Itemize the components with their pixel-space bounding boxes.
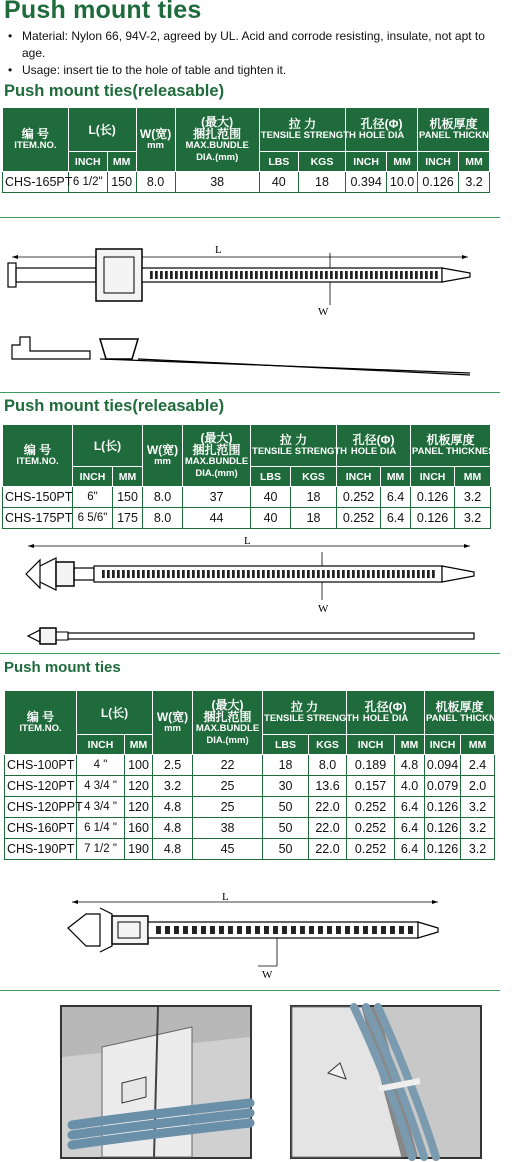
ratchet-tooth [172,570,175,578]
ratchet-tooth [300,271,303,279]
ratchet-tooth [174,926,179,934]
ratchet-tooth [183,926,188,934]
ratchet-tooth [142,570,145,578]
col-hole: 孔径(Φ) HOLE DIA [346,108,418,152]
table-cell: 4.0 [395,776,425,797]
table-cell: 100 [125,755,153,776]
table-cell: 6 5/6" [73,508,113,529]
table-cell: 0.126 [411,487,455,508]
ratchet-tooth [297,570,300,578]
table-row [3,487,491,508]
section-divider [0,653,500,654]
ratchet-tooth [363,926,368,934]
ratchet-tooth [102,570,105,578]
table-cell: 4 3/4 " [77,776,125,797]
ratchet-tooth [252,570,255,578]
section-divider [0,392,500,393]
material-bullet: • Material: Nylon 66, 94V-2, agreed by UL. Acid and corrode resisting, insulate, not apt to age. [4,28,496,62]
table-cell: 0.252 [337,508,381,529]
table-cell: 38 [175,172,259,193]
table-cell: 0.094 [425,755,461,776]
col-item: 编 号 ITEM.NO. [3,108,69,172]
ratchet-tooth [357,570,360,578]
table-cell: CHS-120PT [5,776,77,797]
ratchet-tooth [242,570,245,578]
ratchet-tooth [152,570,155,578]
table-cell: 0.252 [337,487,381,508]
table-cell: 30 [263,776,309,797]
section2-w-label: W [318,603,329,615]
ratchet-tooth [272,570,275,578]
ratchet-tooth [317,570,320,578]
ratchet-tooth [287,570,290,578]
ratchet-tooth [340,271,343,279]
table-row [5,755,495,776]
table-row [3,508,491,529]
ratchet-tooth [280,271,283,279]
table-cell: 6.4 [381,508,411,529]
ratchet-tooth [425,271,428,279]
section1-spec-table: 编 号 ITEM.NO. L(长) W(宽) mm (最大) 捆扎范围 MAX.BUNDLE DIA.(mm) 拉 力 TENSILE STRENGTH 孔径(Φ) HOLE DIA 机板厚度 PANEL THICKNESS INCH MM LBS KGS INCH MM INCH MM CHS-165PT 6 1/2" 150 8.0 38 40 18 0.394 10.0 0.126 3.2 [2,107,490,193]
table-cell: CHS-100PT [5,755,77,776]
ratchet-tooth [375,271,378,279]
table-cell: 3.2 [455,487,491,508]
ratchet-tooth [245,271,248,279]
ratchet-tooth [262,570,265,578]
section1-heading: Push mount ties(releasable) [4,82,225,100]
ratchet-tooth [212,570,215,578]
ratchet-tooth [257,570,260,578]
ratchet-tooth [310,271,313,279]
spec-bullets [4,28,496,79]
ratchet-tooth [309,926,314,934]
table-cell: 8.0 [136,172,175,193]
ratchet-tooth [372,926,377,934]
table-cell: 18 [263,755,309,776]
table-cell: 0.126 [425,818,461,839]
ratchet-tooth [270,271,273,279]
ratchet-tooth [230,271,233,279]
ratchet-tooth [354,926,359,934]
table-cell: 175 [113,508,143,529]
table-row [5,839,495,860]
section3-heading: Push mount ties [4,659,121,676]
table-cell: 0.252 [347,839,395,860]
ratchet-tooth [255,271,258,279]
section-divider [0,990,500,991]
ratchet-tooth [332,570,335,578]
ratchet-tooth [192,570,195,578]
ratchet-tooth [295,271,298,279]
page-title: Push mount ties [4,0,202,24]
ratchet-tooth [291,926,296,934]
ratchet-tooth [205,271,208,279]
section1-w-label: W [318,306,329,318]
ratchet-tooth [170,271,173,279]
table-cell: 4.8 [153,839,193,860]
ratchet-tooth [200,271,203,279]
table-cell: 2.4 [461,755,495,776]
ratchet-tooth [165,271,168,279]
ratchet-tooth [165,926,170,934]
ratchet-tooth [201,926,206,934]
table-cell: 38 [193,818,263,839]
ratchet-tooth [250,271,253,279]
ratchet-tooth [185,271,188,279]
ratchet-tooth [187,570,190,578]
table-cell: 2.5 [153,755,193,776]
ratchet-tooth [282,926,287,934]
ratchet-tooth [228,926,233,934]
ratchet-tooth [345,271,348,279]
ratchet-tooth [264,926,269,934]
section1-l-label: L [215,244,222,256]
table-cell: 6.4 [395,839,425,860]
ratchet-tooth [117,570,120,578]
table-cell: 0.252 [347,818,395,839]
ratchet-tooth [232,570,235,578]
table-cell: 25 [193,776,263,797]
table-cell: 45 [193,839,263,860]
table-cell: 4.8 [153,797,193,818]
col-width: W(宽) mm [136,108,175,172]
ratchet-tooth [150,271,153,279]
table-cell: 0.394 [346,172,387,193]
table-cell: 44 [183,508,251,529]
table-cell: 40 [251,487,291,508]
table-cell: 3.2 [459,172,490,193]
col-panel: 机板厚度 PANEL THICKNESS [418,108,490,152]
ratchet-tooth [395,271,398,279]
ratchet-tooth [227,570,230,578]
ratchet-tooth [330,271,333,279]
ratchet-tooth [180,271,183,279]
ratchet-tooth [360,271,363,279]
ratchet-tooth [400,271,403,279]
ratchet-tooth [195,271,198,279]
ratchet-tooth [307,570,310,578]
table-row [5,776,495,797]
table-cell: 10.0 [387,172,418,193]
ratchet-tooth [156,926,161,934]
ratchet-tooth [327,926,332,934]
table-cell: 120 [125,776,153,797]
table-cell: 0.126 [425,797,461,818]
usage-photo-right [290,1005,482,1159]
table-row [5,818,495,839]
table-cell: 120 [125,797,153,818]
ratchet-tooth [202,570,205,578]
ratchet-tooth [385,271,388,279]
table-cell: 0.126 [425,839,461,860]
ratchet-tooth [325,271,328,279]
ratchet-tooth [157,570,160,578]
section3-w-label: W [262,969,273,981]
ratchet-tooth [390,926,395,934]
ratchet-tooth [315,271,318,279]
ratchet-tooth [372,570,375,578]
ratchet-tooth [399,926,404,934]
ratchet-tooth [215,271,218,279]
section3-spec-table: 编 号 ITEM.NO. L(长) W(宽) mm (最大) 捆扎范围 MAX.BUNDLE DIA.(mm) 拉 力 TENSILE STRENGTH 孔径(Φ) HOLE DIA 机板厚度 PANEL THICKNESS INCH MM LBS KGS INCH MM INCH MM CHS-100PT 4 " 100 2.5 22 18 8.0 0.189 4.8 0.094 2.4 CHS-120PT 4 3/4 " 120 3.2 25 30 13.6 0.157 4.0 0.079 2.0 CHS-120PPT 4 3/4 " 120 4.8 25 50 22.0 0.252 6.4 0.126 3.2 CHS-160PT 6 1/4 " 160 4.8 38 50 22.0 0.252 6.4 0.126 3.2 CHS-190PT 7 1/2 " 190 4.8 45 50 22.0 0.252 6.4 0.126 3.2 [4,690,495,860]
table-cell: 3.2 [455,508,491,529]
table-cell: 4.8 [153,818,193,839]
ratchet-tooth [417,570,420,578]
ratchet-tooth [405,271,408,279]
col-tensile: 拉 力 TENSILE STRENGTH [259,108,345,152]
ratchet-tooth [432,570,435,578]
ratchet-tooth [335,271,338,279]
table-cell: CHS-150PT [3,487,73,508]
ratchet-tooth [107,570,110,578]
table-cell: 22.0 [309,839,347,860]
table-cell: 0.126 [411,508,455,529]
col-bundle: (最大) 捆扎范围 MAX.BUNDLE DIA.(mm) [175,108,259,172]
ratchet-tooth [225,271,228,279]
usage-bullet: • Usage: insert tie to the hole of table and tighten it. [4,62,496,79]
ratchet-tooth [162,570,165,578]
ratchet-tooth [397,570,400,578]
ratchet-tooth [337,570,340,578]
ratchet-tooth [197,570,200,578]
ratchet-tooth [247,570,250,578]
table-cell: 4 " [77,755,125,776]
ratchet-tooth [282,570,285,578]
table-cell: 22 [193,755,263,776]
section3-l-label: L [222,891,229,903]
ratchet-tooth [392,570,395,578]
ratchet-tooth [122,570,125,578]
ratchet-tooth [380,271,383,279]
ratchet-tooth [420,271,423,279]
ratchet-tooth [320,271,323,279]
ratchet-tooth [220,271,223,279]
table-cell: 50 [263,839,309,860]
ratchet-tooth [275,271,278,279]
ratchet-tooth [382,570,385,578]
usage-photo-left [60,1005,252,1159]
table-cell: 50 [263,818,309,839]
table-cell: CHS-175PT [3,508,73,529]
table-cell: CHS-120PPT [5,797,77,818]
ratchet-tooth [435,271,438,279]
ratchet-tooth [219,926,224,934]
table-cell: 6.4 [381,487,411,508]
ratchet-tooth [430,271,433,279]
table-cell: 40 [259,172,298,193]
ratchet-tooth [387,570,390,578]
ratchet-tooth [318,926,323,934]
ratchet-tooth [285,271,288,279]
table-cell: 6 1/2" [68,172,107,193]
ratchet-tooth [237,570,240,578]
ratchet-tooth [132,570,135,578]
table-cell: 6" [73,487,113,508]
ratchet-tooth [127,570,130,578]
ratchet-tooth [302,570,305,578]
ratchet-tooth [175,271,178,279]
table-cell: 0.126 [418,172,459,193]
ratchet-tooth [222,570,225,578]
ratchet-tooth [155,271,158,279]
ratchet-tooth [407,570,410,578]
ratchet-tooth [217,570,220,578]
ratchet-tooth [342,570,345,578]
ratchet-tooth [246,926,251,934]
ratchet-tooth [352,570,355,578]
ratchet-tooth [160,271,163,279]
ratchet-tooth [345,926,350,934]
ratchet-tooth [137,570,140,578]
table-cell: 40 [251,508,291,529]
table-cell: 190 [125,839,153,860]
table-cell: 13.6 [309,776,347,797]
table-row [5,797,495,818]
ratchet-tooth [422,570,425,578]
table-cell: 3.2 [153,776,193,797]
ratchet-tooth [336,926,341,934]
table-cell: 18 [298,172,345,193]
table-cell: 25 [193,797,263,818]
table-cell: 7 1/2 " [77,839,125,860]
section3-tie-drawing [0,890,500,982]
table-cell: 8.0 [143,508,183,529]
ratchet-tooth [350,271,353,279]
table-cell: 6 1/4 " [77,818,125,839]
ratchet-tooth [367,570,370,578]
table-cell: 6.4 [395,818,425,839]
table-cell: 22.0 [309,818,347,839]
section2-tie-drawing [0,535,500,650]
section-divider [0,217,500,218]
ratchet-tooth [415,271,418,279]
table-cell: 2.0 [461,776,495,797]
ratchet-tooth [167,570,170,578]
table-cell: 8.0 [143,487,183,508]
table-cell: 6.4 [395,797,425,818]
ratchet-tooth [190,271,193,279]
ratchet-tooth [355,271,358,279]
section2-l-label: L [244,535,251,547]
ratchet-tooth [192,926,197,934]
ratchet-tooth [237,926,242,934]
table-cell: 22.0 [309,797,347,818]
ratchet-tooth [260,271,263,279]
table-cell: 50 [263,797,309,818]
col-length: L(长) [68,108,136,152]
table-cell: 3.2 [461,839,495,860]
ratchet-tooth [112,570,115,578]
ratchet-tooth [322,570,325,578]
ratchet-tooth [377,570,380,578]
ratchet-tooth [240,271,243,279]
ratchet-tooth [305,271,308,279]
table-row [3,172,490,193]
ratchet-tooth [177,570,180,578]
section2-spec-table: 编 号 ITEM.NO. L(长) W(宽) mm (最大) 捆扎范围 MAX.BUNDLE DIA.(mm) 拉 力 TENSILE STRENGTH 孔径(Φ) HOLE DIA 机板厚度 PANEL THICKNESS INCH MM LBS KGS INCH MM INCH MM CHS-150PT 6" 150 8.0 37 40 18 0.252 6.4 0.126 3.2 CHS-175PT 6 5/6" 175 8.0 44 40 18 0.252 6.4 0.126 3.2 [2,424,491,529]
ratchet-tooth [390,271,393,279]
table-cell: 150 [107,172,136,193]
ratchet-tooth [370,271,373,279]
table-cell: 4 3/4 " [77,797,125,818]
ratchet-tooth [412,570,415,578]
ratchet-tooth [273,926,278,934]
ratchet-tooth [427,570,430,578]
ratchet-tooth [402,570,405,578]
table-cell: 150 [113,487,143,508]
ratchet-tooth [300,926,305,934]
table-cell: CHS-190PT [5,839,77,860]
ratchet-tooth [267,570,270,578]
ratchet-tooth [235,271,238,279]
table-cell: 0.252 [347,797,395,818]
ratchet-tooth [347,570,350,578]
table-cell: CHS-165PT [3,172,69,193]
section2-heading: Push mount ties(releasable) [4,397,225,415]
ratchet-tooth [410,271,413,279]
table-cell: CHS-160PT [5,818,77,839]
ratchet-tooth [292,570,295,578]
table-cell: 18 [291,487,337,508]
table-cell: 8.0 [309,755,347,776]
ratchet-tooth [210,926,215,934]
ratchet-tooth [312,570,315,578]
section1-tie-drawing [0,225,500,385]
ratchet-tooth [408,926,413,934]
ratchet-tooth [362,570,365,578]
ratchet-tooth [210,271,213,279]
ratchet-tooth [265,271,268,279]
ratchet-tooth [147,570,150,578]
table-cell: 37 [183,487,251,508]
ratchet-tooth [277,570,280,578]
ratchet-tooth [182,570,185,578]
table-cell: 0.157 [347,776,395,797]
ratchet-tooth [381,926,386,934]
ratchet-tooth [207,570,210,578]
table-cell: 3.2 [461,797,495,818]
ratchet-tooth [255,926,260,934]
ratchet-tooth [327,570,330,578]
ratchet-tooth [290,271,293,279]
table-cell: 3.2 [461,818,495,839]
table-cell: 0.079 [425,776,461,797]
table-cell: 18 [291,508,337,529]
table-cell: 4.8 [395,755,425,776]
table-cell: 0.189 [347,755,395,776]
table-cell: 160 [125,818,153,839]
ratchet-tooth [365,271,368,279]
